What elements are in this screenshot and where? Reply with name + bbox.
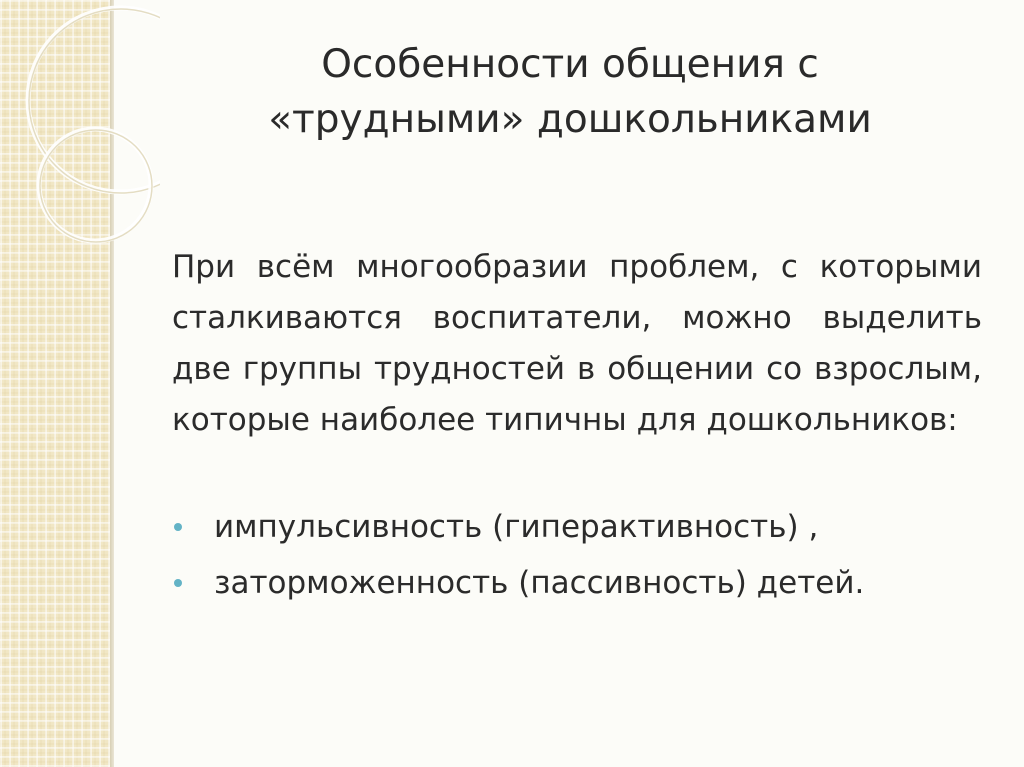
bullet-item-text: заторможенность (пассивность) детей. [214, 565, 865, 601]
deco-circle-large [28, 8, 160, 192]
intro-paragraph: При всём многообразии проблем, с которыми сталкиваются воспитатели, можно выделить две группы трудностей в общении со взрослым, которые наиболее типичны для дошкольников: [172, 249, 982, 438]
bullet-item [172, 499, 982, 555]
decorative-circles-icon [0, 0, 160, 260]
bullet-list [172, 499, 982, 611]
deco-circle-large-shadow [29, 9, 160, 193]
bullet-dot-icon [174, 579, 182, 587]
deco-circle-small-shadow [40, 130, 152, 242]
bullet-item [172, 555, 982, 611]
slide-title-line-2: «трудными» дошкольниками [268, 96, 872, 142]
bullet-item-text: импульсивность (гиперактивность) , [214, 509, 819, 545]
slide-title-line-1: Особенности общения с [321, 42, 819, 87]
bullet-dot-icon [174, 523, 182, 531]
slide-title [200, 38, 940, 147]
